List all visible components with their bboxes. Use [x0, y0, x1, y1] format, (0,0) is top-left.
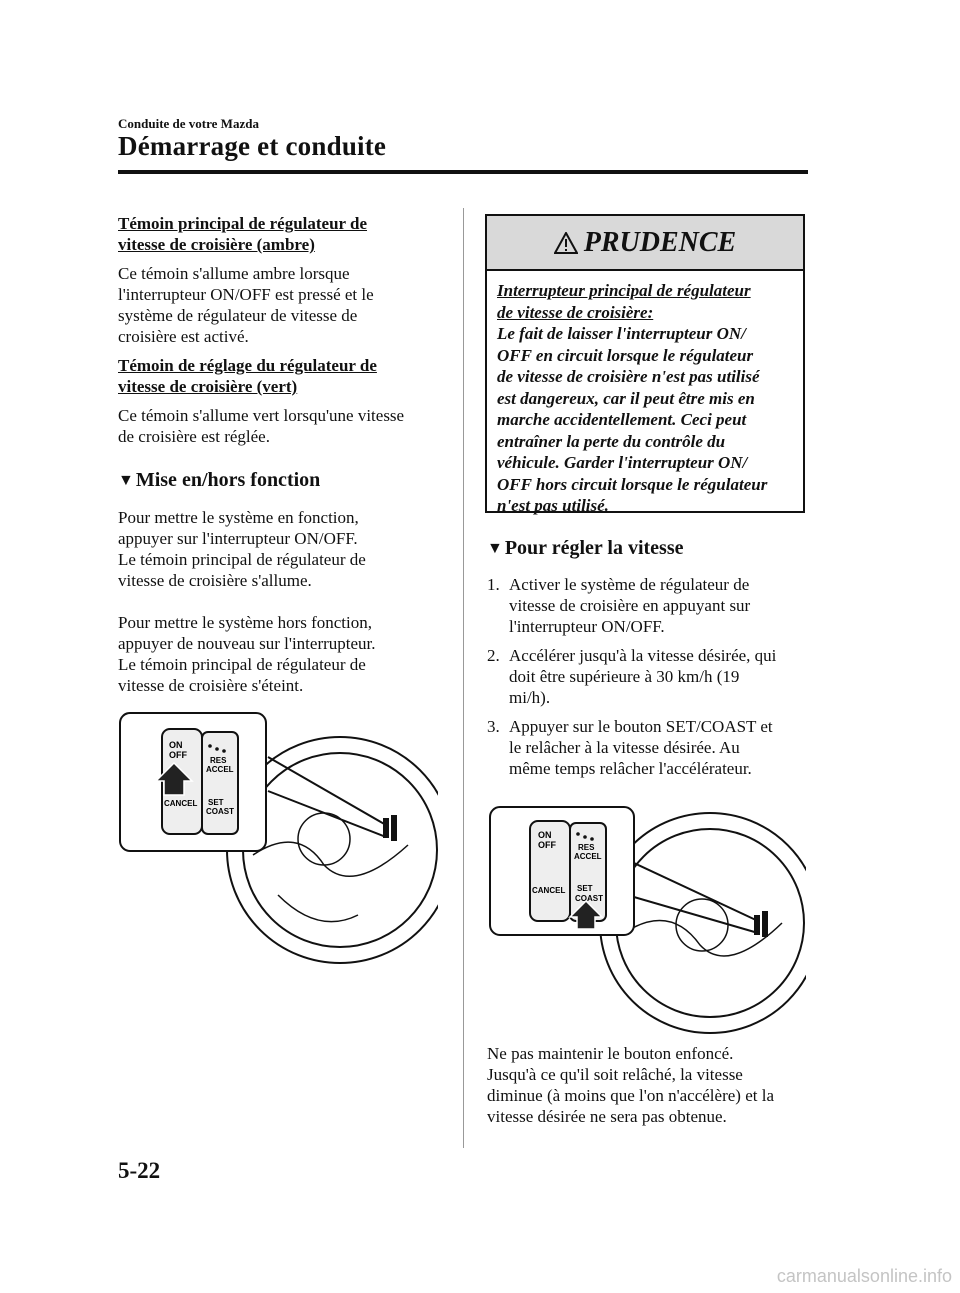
chapter-title: Démarrage et conduite — [118, 131, 387, 161]
caution-box — [485, 214, 805, 513]
cancel-label: CANCEL — [164, 799, 198, 808]
accel-label: ACCEL — [206, 765, 234, 774]
column-divider — [463, 208, 464, 1148]
paragraph-turn-on: Pour mettre le système en fonction, appuyer sur l'interrupteur ON/OFF. Le témoin principal de régulateur de vitesse de croisière s'allume. — [118, 508, 366, 590]
off-label: OFF — [169, 750, 187, 760]
triangle-marker-icon: ▼ — [118, 472, 134, 489]
set-speed-steps — [487, 574, 809, 779]
paragraph-hold-warning: Ne pas maintenir le bouton enfoncé. Jusqu'à ce qu'il soit relâché, la vitesse diminue (à moins que l'on n'accélère) et la vitesse désirée ne sera pas obtenue. — [487, 1044, 774, 1126]
cancel-label: CANCEL — [532, 886, 566, 895]
left-column-body — [118, 507, 448, 696]
list-item: 3. Appuyer sur le bouton SET/COAST et le relâcher à la vitesse désirée. Au même temps relâcher l'accélérateur. — [487, 717, 773, 778]
list-item: 2. Accélérer jusqu'à la vitesse désirée, qui doit être supérieure à 30 km/h (19 mi/h). — [487, 646, 777, 707]
set-label: SET — [577, 884, 593, 893]
heading-set-speed: ▼ Pour régler la vitesse — [487, 537, 684, 559]
subheading-amber-indicator: Témoin principal de régulateur de vitesse de croisière (ambre) — [118, 214, 368, 254]
heading-on-off: ▼ Mise en/hors fonction — [118, 469, 321, 491]
coast-label: COAST — [206, 807, 234, 816]
steering-switch-figure-setcoast — [488, 805, 806, 1037]
coast-label: COAST — [575, 894, 603, 903]
watermark: carmanualsonline.info — [776, 1266, 952, 1286]
left-column-intro — [118, 213, 448, 447]
off-label: OFF — [538, 840, 556, 850]
on-label: ON — [538, 830, 552, 840]
paragraph-turn-off: Pour mettre le système hors fonction, appuyer de nouveau sur l'interrupteur. Le témoin principal de régulateur de vitesse de croisière s'éteint. — [118, 613, 376, 695]
caution-header — [487, 216, 803, 271]
list-item: 1. Activer le système de régulateur de vitesse de croisière en appuyant sur l'interrupteur ON/OFF. — [487, 575, 751, 636]
triangle-marker-icon: ▼ — [487, 540, 503, 557]
title-rule — [118, 170, 808, 174]
caution-text: Interrupteur principal de régulateur de vitesse de croisière: Le fait de laisser l'interrupteur ON/ OFF en circuit lorsque le régulateur de vitesse de croisière n'est pas utilisé est dangereux, car il peut être mis en marche accidentellement. Ceci peut entraîner la perte du contrôle du véhicule. Garder l'interrupteur ON/ OFF hors circuit lorsque le régulateur n'est pas utilisé. — [497, 281, 768, 515]
accel-label: ACCEL — [574, 852, 602, 861]
res-label: RES — [210, 756, 227, 765]
set-label: SET — [208, 798, 224, 807]
warning-icon — [554, 232, 578, 254]
paragraph-green-indicator: Ce témoin s'allume vert lorsqu'une vitesse de croisière est réglée. — [118, 406, 405, 446]
paragraph-amber-indicator: Ce témoin s'allume ambre lorsque l'interrupteur ON/OFF est pressé et le système de régulateur de vitesse de croisière est activé. — [118, 264, 374, 346]
caution-title: PRUDENCE — [583, 226, 737, 258]
page-number: 5-22 — [118, 1158, 161, 1183]
on-label: ON — [169, 740, 183, 750]
subheading-green-indicator: Témoin de réglage du régulateur de vitesse de croisière (vert) — [118, 356, 377, 396]
section-label: Conduite de votre Mazda — [118, 116, 259, 131]
steering-switch-figure-onoff — [118, 705, 438, 973]
res-label: RES — [578, 843, 595, 852]
